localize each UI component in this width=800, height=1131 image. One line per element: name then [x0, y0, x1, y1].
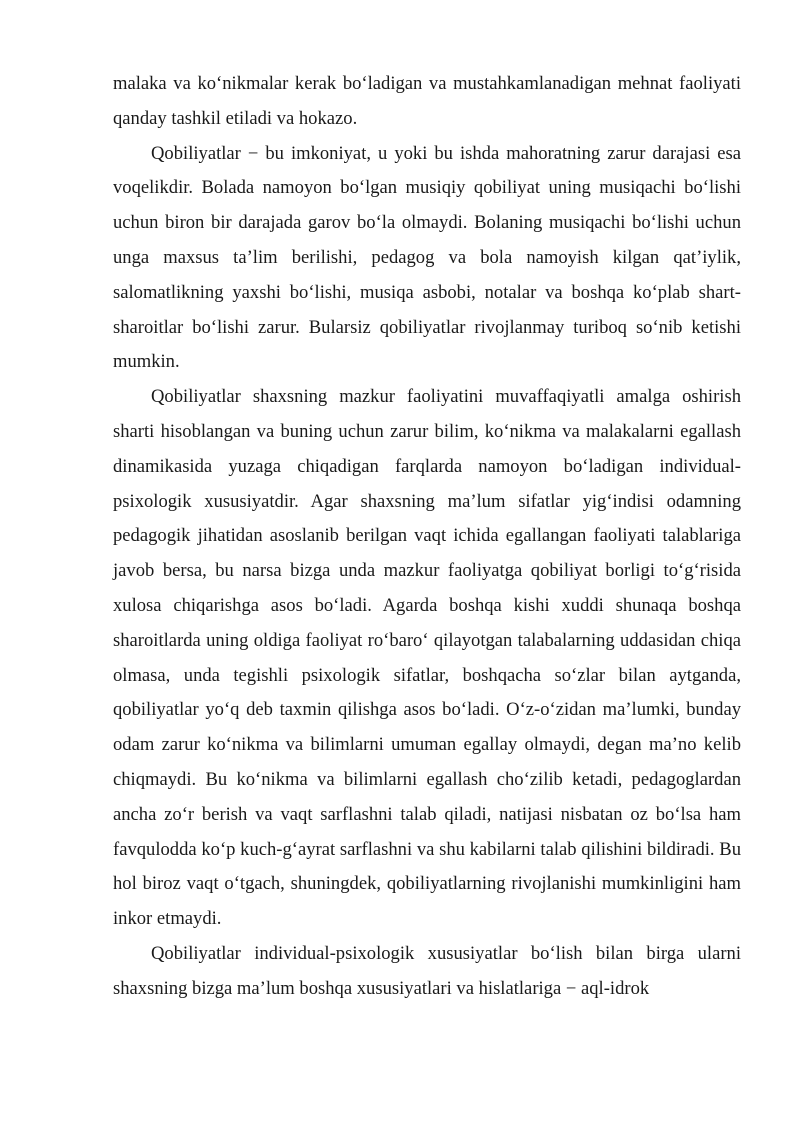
document-body [113, 67, 741, 1007]
paragraph-abilities-definition: Qobiliyatlar shaxsning mazkur faoliyatini muvaffaqiyatli amalga oshirish sharti hisoblangan va buning uchun zarur bilim, ko‘nikma va malakalarni egallash dinamikasida yuzaga chiqadigan farqlarda namoyon bo‘ladigan individual-psixologik xususiyatdir. Agar shaxsning ma’lum sifatlar yig‘indisi odamning pedagogik jihatidan asoslanib berilgan vaqt ichida egallangan faoliyati talablariga javob bersa, bu narsa bizga unda mazkur faoliyatga qobiliyat borligi to‘g‘risida xulosa chiqarishga asos bo‘ladi. Agarda boshqa kishi xuddi shunaqa boshqa sharoitlarda uning oldiga faoliyat ro‘baro‘ qilayotgan talabalarning uddasidan chiqa olmasa, unda tegishli psixologik sifatlar, boshqacha so‘zlar bilan aytganda, qobiliyatlar yo‘q deb taxmin qilishga asos bo‘ladi. O‘z-o‘zidan ma’lumki, bunday odam zarur ko‘nikma va bilimlarni umuman egallay olmaydi, degan ma’no kelib chiqmaydi. Bu ko‘nikma va bilimlarni egallash cho‘zilib ketadi, pedagoglardan ancha zo‘r berish va vaqt sarflashni talab qiladi, natijasi nisbatan oz bo‘lsa ham favqulodda ko‘p kuch-g‘ayrat sarflashni va shu kabilarni talab qilishini bildiradi. Bu hol biroz vaqt o‘tgach, shuningdek, qobiliyatlarning rivojlanishi mumkinligini ham inkor etmaydi. [113, 386, 741, 930]
paragraph-abilities-possibility: Qobiliyatlar − bu imkoniyat, u yoki bu ishda mahoratning zarur darajasi esa voqelikdir. Bolada namoyon bo‘lgan musiqiy qobiliyat uning musiqachi bo‘lishi uchun biron bir darajada garov bo‘la olmaydi. Bolaning musiqachi bo‘lishi uchun unga maxsus ta’lim berilishi, pedagog va bola namoyish kilgan qat’iylik, salomatlikning yaxshi bo‘lishi, musiqa asbobi, notalar va boshqa ko‘plab shart-sharoitlar bo‘lishi zarur. Bularsiz qobiliyatlar rivojlanmay turiboq so‘nib ketishi mumkin. [113, 142, 741, 373]
paragraph-abilities-traits: Qobiliyatlar individual-psixologik xususiyatlar bo‘lish bilan birga ularni shaxsning bizga ma’lum boshqa xususiyatlari va hislatlariga − aql-idrok [113, 942, 741, 999]
paragraph-continuation: malaka va ko‘nikmalar kerak bo‘ladigan va mustahkamlanadigan mehnat faoliyati qanday tashkil etiladi va hokazo. [113, 73, 741, 129]
